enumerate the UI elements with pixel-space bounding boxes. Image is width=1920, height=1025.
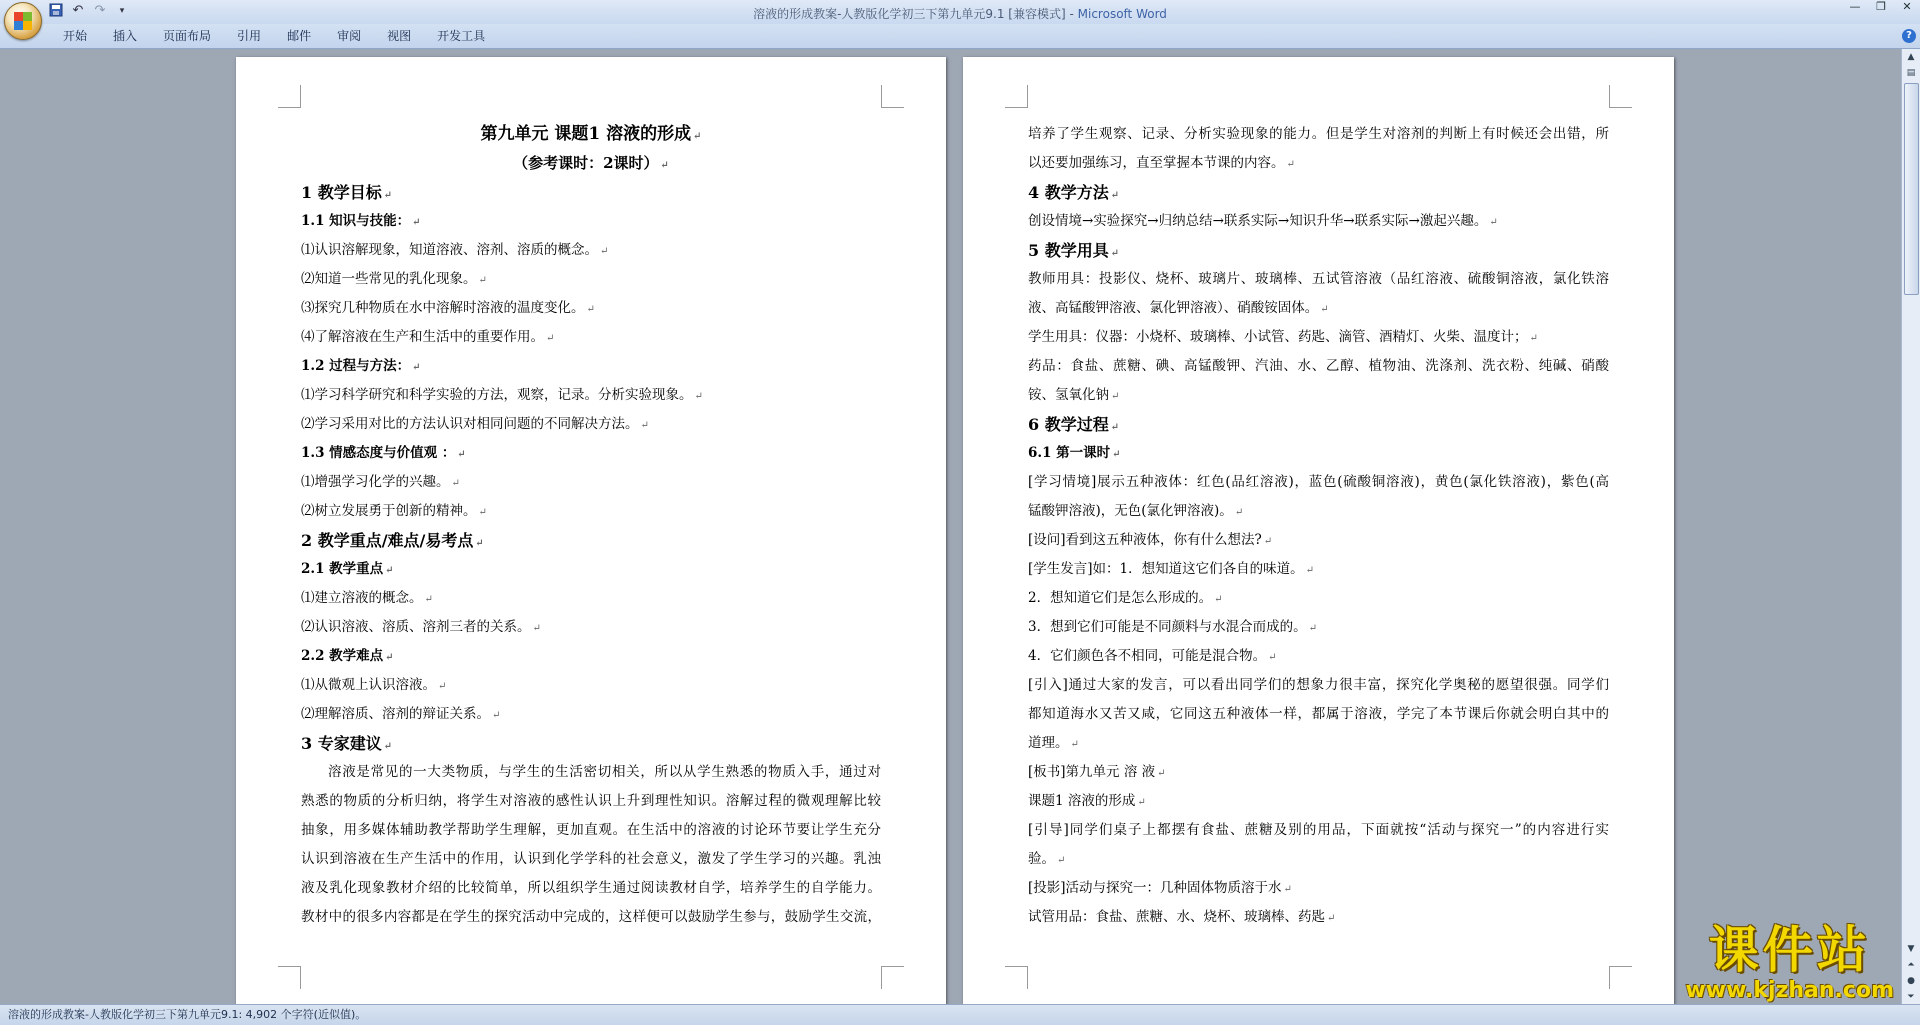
paragraph-mark-icon: ↵ — [1112, 449, 1121, 460]
heading-line — [301, 642, 881, 671]
office-logo-icon — [14, 12, 32, 30]
heading-line — [1028, 236, 1609, 265]
paragraph-line — [1028, 787, 1609, 816]
line-text: 道理。 — [1028, 735, 1069, 751]
line-text: 学生用具：仪器：小烧杯、玻璃棒、小试管、药匙、滴管、酒精灯、火柴、温度计； — [1028, 329, 1528, 345]
paragraph-line — [301, 468, 881, 497]
heading-line — [301, 178, 881, 207]
paragraph-mark-icon: ↵ — [1234, 507, 1244, 518]
line-text: 6.1 第一课时 — [1028, 445, 1111, 461]
select-browse-object-icon[interactable]: ● — [1907, 976, 1915, 986]
line-text: 培养了学生观察、记录、分析实验现象的能力。但是学生对溶剂的判断上有时候还会出错，所 — [1028, 126, 1609, 142]
line-text: 2.2 教学难点 — [301, 648, 384, 664]
line-text: ⑵学习采用对比的方法认识对相同问题的不同解决方法。 — [301, 416, 639, 432]
paragraph-line — [301, 584, 881, 613]
paragraph-line — [301, 294, 881, 323]
office-button[interactable] — [4, 2, 42, 40]
minimize-icon[interactable]: — — [1849, 0, 1861, 13]
paragraph-mark-icon: ↵ — [1137, 797, 1146, 808]
paragraph-mark-icon: ↵ — [586, 304, 595, 315]
paragraph-line — [1028, 265, 1609, 294]
paragraph-line — [1028, 526, 1609, 555]
margin-mark — [278, 966, 301, 989]
paragraph-line — [1028, 584, 1609, 613]
paragraph-line — [1028, 874, 1609, 903]
line-text: 创设情境→实验探究→归纳总结→联系实际→知识升华→联系实际→激起兴趣。 — [1028, 213, 1488, 229]
paragraph-mark-icon: ↵ — [694, 391, 703, 402]
line-text: ⑵树立发展勇于创新的精神。 — [301, 503, 477, 519]
line-text: 5 教学用具 — [1028, 241, 1109, 260]
line-text: ⑴认识溶解现象，知道溶液、溶剂、溶质的概念。 — [301, 242, 598, 258]
margin-mark — [1609, 85, 1632, 108]
line-text: 液、高锰酸钾溶液、氯化钾溶液）、硝酸铵固体。 — [1028, 300, 1319, 316]
margin-mark — [1609, 966, 1632, 989]
redo-icon[interactable]: ↷ — [94, 3, 106, 18]
watermark — [1685, 922, 1894, 1003]
status-text: 溶液的形成教案-人教版化学初三下第九单元9.1: 4,902 个字符(近似值)。 — [8, 1008, 367, 1021]
paragraph-mark-icon: ↵ — [478, 507, 487, 518]
line-text: ⑴建立溶液的概念。 — [301, 590, 423, 606]
paragraph-line — [301, 787, 881, 816]
tab-3[interactable]: 引用 — [237, 29, 262, 43]
line-text: [学习情境]展示五种液体：红色(品红溶液)，蓝色(硫酸铜溶液)，黄色(氯化铁溶液)，紫色(高 — [1028, 474, 1609, 490]
watermark-url: www.kjzhan.com — [1685, 978, 1894, 1003]
line-text: 认识到溶液在生产生活中的作用，认识到化学学科的社会意义，激发了学生学习的兴趣。乳浊 — [301, 851, 881, 867]
paragraph-line — [301, 845, 881, 874]
app-name: Microsoft Word — [1077, 7, 1167, 21]
line-text: 1.1 知识与技能： — [301, 213, 411, 229]
line-text: 以还要加强练习，直至掌握本节课的内容。 — [1028, 155, 1285, 171]
paragraph-line — [1028, 497, 1609, 526]
line-text: 铵、氢氧化钠 — [1028, 387, 1109, 403]
paragraph-mark-icon: ↵ — [412, 217, 421, 228]
paragraph-line — [301, 903, 881, 932]
document-title-heading: 第九单元 课题1 溶液的形成 ↵ — [480, 124, 702, 144]
paragraph-line — [1028, 816, 1609, 845]
line-text: 溶液是常见的一大类物质，与学生的生活密切相关，所以从学生熟悉的物质入手，通过对 — [328, 764, 881, 780]
watermark-logo-text: 课件站 — [1708, 921, 1871, 979]
paragraph-mark-icon: ↵ — [1263, 536, 1273, 547]
paragraph-mark-icon: ↵ — [475, 538, 484, 549]
line-text: 验。 — [1028, 851, 1055, 867]
paragraph-mark-icon: ↵ — [532, 623, 541, 634]
paragraph-mark-icon: ↵ — [1529, 333, 1538, 344]
line-text: ⑵认识溶液、溶质、溶剂三者的关系。 — [301, 619, 531, 635]
paragraph-mark-icon: ↵ — [1157, 768, 1166, 779]
scroll-down-icon[interactable]: ▼ — [1907, 944, 1915, 954]
line-text: 1.3 情感态度与价值观 ： — [301, 445, 456, 461]
paragraph-mark-icon: ↵ — [1057, 855, 1066, 866]
previous-page-icon[interactable]: ⏶ — [1907, 960, 1915, 970]
paragraph-line — [1028, 381, 1609, 410]
paragraph-mark-icon: ↵ — [438, 681, 447, 692]
tab-5[interactable]: 审阅 — [337, 29, 362, 43]
heading-line — [301, 207, 881, 236]
page-left-content[interactable] — [301, 120, 881, 932]
line-text: [引导]同学们桌子上都摆有食盐、蔗糖及别的用品，下面就按“活动与探究一”的内容进行实 — [1028, 822, 1609, 838]
scroll-thumb[interactable] — [1904, 83, 1919, 295]
paragraph-mark-icon: ↵ — [1070, 739, 1079, 750]
paragraph-line — [1028, 729, 1609, 758]
paragraph-mark-icon: ↵ — [1110, 190, 1120, 201]
maximize-icon[interactable]: ❐ — [1876, 0, 1886, 13]
margin-mark — [278, 85, 301, 108]
ribbon-tabs — [0, 24, 1920, 49]
line-text: 3．想到它们可能是不同颜料与水混合而成的。 — [1028, 619, 1307, 635]
tab-7[interactable]: 开发工具 — [437, 29, 486, 43]
paragraph-mark-icon: ↵ — [1110, 422, 1120, 433]
paragraph-line — [1028, 671, 1609, 700]
paragraph-line — [1028, 323, 1609, 352]
heading-line — [301, 526, 881, 555]
paragraph-mark-icon: ↵ — [457, 449, 466, 460]
paragraph-line — [301, 410, 881, 439]
line-text: 试管用品：食盐、蔗糖、水、烧杯、玻璃棒、药匙 — [1028, 909, 1325, 925]
paragraph-line — [301, 700, 881, 729]
page-left — [236, 57, 946, 1005]
tab-4[interactable]: 邮件 — [287, 29, 312, 43]
paragraph-line — [1028, 903, 1609, 932]
line-text: 3 专家建议 — [301, 734, 382, 753]
line-text: 1 教学目标 — [301, 183, 382, 202]
line-text: 教材中的很多内容都是在学生的探究活动中完成的，这样便可以鼓励学生参与，鼓励学生交流， — [301, 909, 881, 925]
line-text: 2．想知道它们是怎么形成的。 — [1028, 590, 1213, 606]
paragraph-line — [301, 874, 881, 903]
paragraph-mark-icon: ↵ — [1489, 217, 1498, 228]
line-text: [板书]第九单元 溶 液 — [1028, 764, 1156, 780]
paragraph-line — [301, 758, 881, 787]
line-text: [设问]看到这五种液体，你有什么想法? — [1028, 532, 1262, 548]
heading-line — [1028, 178, 1609, 207]
paragraph-mark-icon: ↵ — [412, 362, 421, 373]
paragraph-line — [301, 671, 881, 700]
line-text: 药品：食盐、蔗糖、碘、高锰酸钾、汽油、水、乙醇、植物油、洗涤剂、洗衣粉、纯碱、硝酸 — [1028, 358, 1609, 374]
line-text: [学生发言]如：1．想知道这它们各自的味道。 — [1028, 561, 1304, 577]
paragraph-line — [1028, 120, 1609, 149]
line-text: ⑴学习科学研究和科学实验的方法，观察，记录。分析实验现象。 — [301, 387, 693, 403]
line-text: 都知道海水又苦又咸，它同这五种液体一样，都属于溶液，学完了本节课后你就会明白其中的 — [1028, 706, 1609, 722]
line-text: 2 教学重点/难点/易考点 — [301, 531, 474, 550]
heading-line — [301, 555, 881, 584]
paragraph-mark-icon: ↵ — [1286, 159, 1295, 170]
help-icon[interactable]: ? — [1902, 29, 1916, 43]
line-text: 1.2 过程与方法： — [301, 358, 411, 374]
line-text: 抽象，用多媒体辅助教学帮助学生理解，更加直观。在生活中的溶液的讨论环节要让学生充分 — [301, 822, 881, 838]
scroll-up-icon[interactable]: ▲ — [1907, 52, 1915, 62]
paragraph-mark-icon: ↵ — [383, 741, 393, 752]
paragraph-line — [1028, 294, 1609, 323]
tab-2[interactable]: 页面布局 — [163, 29, 212, 43]
tab-0[interactable]: 开始 — [63, 29, 88, 43]
paragraph-line — [1028, 555, 1609, 584]
document-subtitle: （参考课时：2课时） ↵ — [513, 154, 669, 172]
window-title — [0, 5, 1920, 22]
tab-6[interactable]: 视图 — [387, 29, 412, 43]
paragraph-line — [301, 816, 881, 845]
line-text: 锰酸钾溶液)，无色(氯化钾溶液)。 — [1028, 503, 1233, 519]
document-workspace — [0, 49, 1902, 1005]
paragraph-line — [1028, 613, 1609, 642]
paragraph-line — [1028, 352, 1609, 381]
paragraph-line — [1028, 468, 1609, 497]
paragraph-mark-icon: ↵ — [1214, 594, 1223, 605]
line-text: 教师用具：投影仪、烧杯、玻璃片、玻璃棒、五试管溶液（品红溶液、硫酸铜溶液，氯化铁溶 — [1028, 271, 1609, 287]
paragraph-mark-icon: ↵ — [600, 246, 609, 257]
status-bar — [0, 1004, 1920, 1025]
paragraph-line — [1028, 758, 1609, 787]
paragraph-mark-icon: ↵ — [1327, 913, 1336, 924]
paragraph-mark-icon: ↵ — [1268, 652, 1277, 663]
margin-mark — [1005, 85, 1028, 108]
line-text: ⑷了解溶液在生产和生活中的重要作用。 — [301, 329, 544, 345]
paragraph-line — [301, 265, 881, 294]
line-text: ⑵理解溶质、溶剂的辩证关系。 — [301, 706, 490, 722]
paragraph-line — [301, 236, 881, 265]
paragraph-line — [301, 613, 881, 642]
paragraph-mark-icon: ↵ — [451, 478, 460, 489]
paragraph-line — [301, 323, 881, 352]
line-text: 液及乳化现象教材介绍的比较简单，所以组织学生通过阅读教材自学，培养学生的自学能力。 — [301, 880, 881, 896]
line-text: ⑶探究几种物质在水中溶解时溶液的温度变化。 — [301, 300, 585, 316]
line-text: 6 教学过程 — [1028, 415, 1109, 434]
paragraph-mark-icon: ↵ — [1305, 565, 1315, 576]
heading-line — [301, 352, 881, 381]
line-text: ⑴增强学习化学的兴趣。 — [301, 474, 450, 490]
paragraph-mark-icon: ↵ — [1110, 248, 1120, 259]
page-right — [963, 57, 1674, 1005]
line-text: 熟悉的物质的分析归纳，将学生对溶液的感性认识上升到理性知识。溶解过程的微观理解比较 — [301, 793, 881, 809]
paragraph-mark-icon: ↵ — [1111, 391, 1120, 402]
paragraph-line — [1028, 149, 1609, 178]
ruler-toggle-icon[interactable]: ▤ — [1906, 68, 1916, 78]
paragraph-mark-icon: ↵ — [383, 190, 393, 201]
line-text: 4．它们颜色各不相同，可能是混合物。 — [1028, 648, 1267, 664]
paragraph-line — [301, 497, 881, 526]
line-text: ⑴从微观上认识溶液。 — [301, 677, 436, 693]
paragraph-mark-icon: ↵ — [385, 652, 394, 663]
line-text: 4 教学方法 — [1028, 183, 1109, 202]
paragraph-mark-icon: ↵ — [492, 710, 501, 721]
line-text: [投影]活动与探究一：几种固体物质溶于水 — [1028, 880, 1282, 896]
paragraph-mark-icon: ↵ — [385, 565, 394, 576]
paragraph-mark-icon: ↵ — [1283, 884, 1292, 895]
close-icon[interactable]: ✕ — [1902, 0, 1912, 13]
tab-1[interactable]: 插入 — [113, 29, 138, 43]
line-text: ⑵知道一些常见的乳化现象。 — [301, 271, 477, 287]
paragraph-mark-icon: ↵ — [1308, 623, 1317, 634]
paragraph-line — [1028, 207, 1609, 236]
paragraph-mark-icon: ↵ — [1320, 304, 1329, 315]
margin-mark — [881, 966, 904, 989]
paragraph-mark-icon: ↵ — [546, 333, 555, 344]
paragraph-mark-icon: ↵ — [424, 594, 433, 605]
heading-line — [301, 439, 881, 468]
page-right-content[interactable] — [1028, 120, 1609, 932]
window-controls — [1842, 0, 1920, 16]
paragraph-mark-icon: ↵ — [478, 275, 487, 286]
undo-icon[interactable]: ↶ — [72, 3, 84, 18]
heading-line — [301, 729, 881, 758]
paragraph-line — [1028, 700, 1609, 729]
margin-mark — [1005, 966, 1028, 989]
paragraph-line — [1028, 845, 1609, 874]
line-text: 2.1 教学重点 — [301, 561, 384, 577]
document-title: 溶液的形成教案-人教版化学初三下第九单元9.1 [兼容模式] - — [753, 7, 1078, 21]
heading-line — [1028, 410, 1609, 439]
paragraph-line — [1028, 642, 1609, 671]
heading-line — [1028, 439, 1609, 468]
vertical-scrollbar[interactable] — [1901, 49, 1920, 1005]
paragraph-mark-icon: ↵ — [640, 420, 649, 431]
paragraph-line — [301, 381, 881, 410]
margin-mark — [881, 85, 904, 108]
next-page-icon[interactable]: ⏷ — [1907, 992, 1915, 1002]
line-text: 课题1 溶液的形成 — [1028, 793, 1136, 809]
chevron-down-icon[interactable]: ▾ — [119, 6, 125, 16]
title-bar — [0, 0, 1920, 24]
line-text: [引入]通过大家的发言，可以看出同学们的想象力很丰富，探究化学奥秘的愿望很强。同学们 — [1028, 677, 1609, 693]
